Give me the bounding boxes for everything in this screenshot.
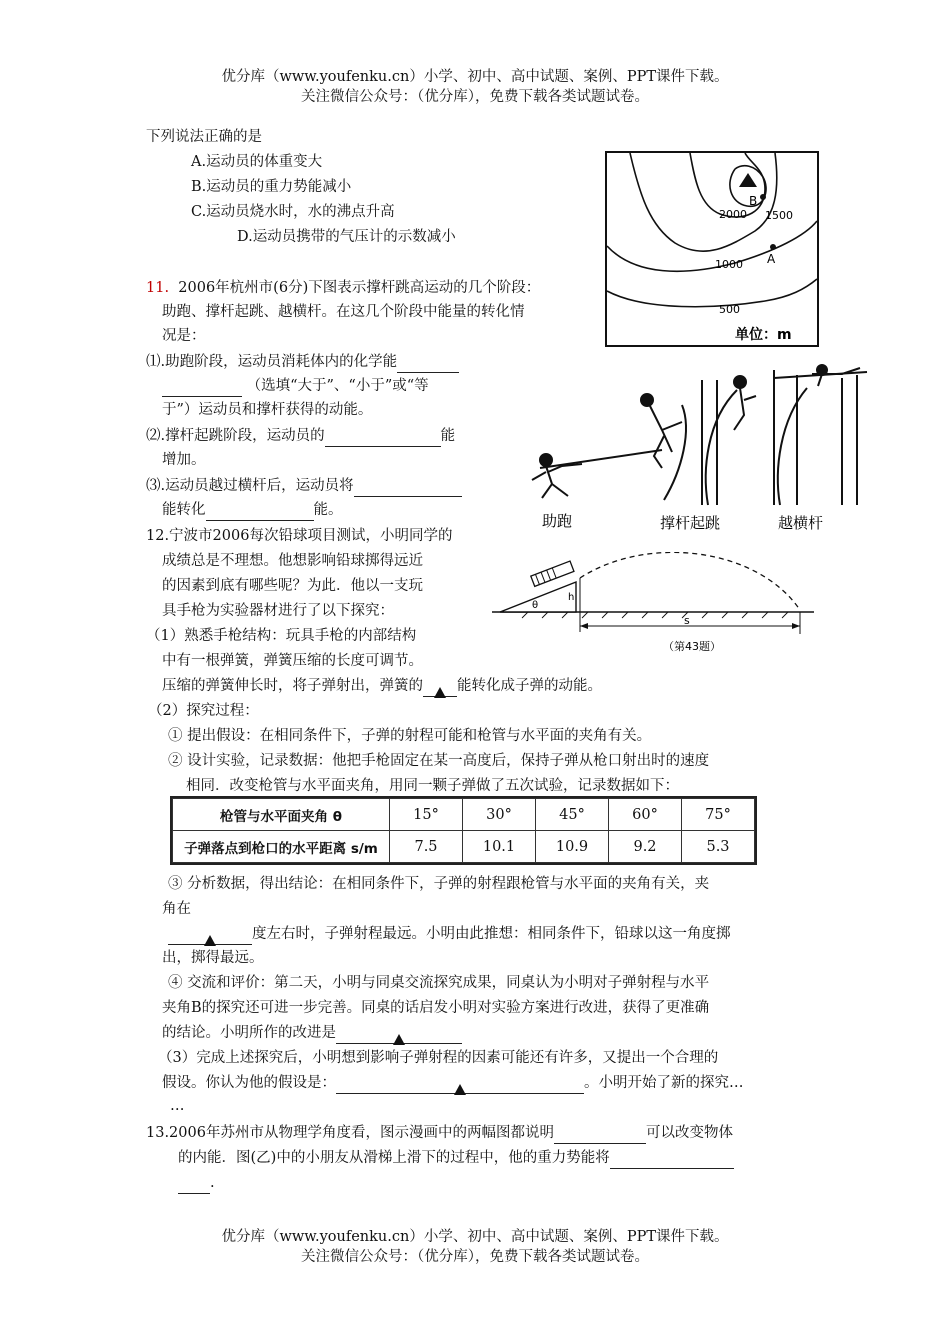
map-label-2000: 2000 xyxy=(719,208,747,221)
q12-line-13: 角在 xyxy=(162,901,191,917)
map-label-1500: 1500 xyxy=(765,209,793,222)
q12-line-4: 具手枪为实验器材进行了以下探究： xyxy=(162,603,394,619)
q11-blank-1[interactable] xyxy=(397,357,459,373)
q12-line-8: （2）探究过程： xyxy=(148,703,259,719)
q12-blank-angle[interactable] xyxy=(168,929,252,945)
label-clear-bar: 越横杆 xyxy=(778,514,824,532)
q11-stem-line-3: 况是： xyxy=(162,328,206,344)
q12-line-20: 假设。你认为他的假设是： 。小明开始了新的探究… xyxy=(162,1072,744,1094)
q13-line-1: 13.2006年苏州市从物理学角度看，图示漫画中的两幅图都说明 可以改变物体 xyxy=(146,1122,733,1144)
map-label-1000: 1000 xyxy=(715,258,743,271)
q13-line-3: . xyxy=(178,1172,215,1194)
takeoff-vaulter-icon xyxy=(641,394,686,500)
table-cell: 60° xyxy=(609,799,682,831)
q13-blank-2[interactable] xyxy=(610,1153,734,1169)
q11-part1-line2: （选填“大于”、“小于”或“等 xyxy=(162,375,429,397)
triangle-icon xyxy=(204,935,216,946)
data-table xyxy=(172,798,755,863)
toy-gun-icon xyxy=(531,561,574,586)
q10-option-b: B.运动员的重力势能减小 xyxy=(191,179,352,195)
q12-line-6: 中有一根弹簧，弹簧压缩的长度可调节。 xyxy=(162,653,423,669)
q11-stem-line-2: 助跑、撑杆起跳、越横杆。在这几个阶段中能量的转化情 xyxy=(162,304,525,320)
q12-line-11: 相同．改变枪管与水平面夹角，用同一颗子弹做了五次试验，记录数据如下： xyxy=(186,778,679,794)
q10-option-c: C.运动员烧水时，水的沸点升高 xyxy=(191,204,395,220)
q12-line-7: 压缩的弹簧伸长时，将子弹射出，弹簧的 能转化成子弹的动能。 xyxy=(162,675,602,697)
q12-line-17: 夹角B的探究还可进一步完善。同桌的话启发小明对实验方案进行改进，获得了更准确 xyxy=(162,1000,710,1016)
q12-blank-hypothesis[interactable] xyxy=(336,1078,584,1094)
q11-stem-1: 2006年杭州市(6分)下图表示撑杆跳高运动的几个阶段： xyxy=(178,280,541,296)
table-row xyxy=(173,831,755,863)
q12-line-9: ① 提出假设：在相同条件下，子弹的射程可能和枪管与水平面的夹角有关。 xyxy=(168,728,652,744)
q10-stem: 下列说法正确的是 xyxy=(146,129,262,145)
table-cell: 7.5 xyxy=(390,831,463,863)
gun-label-theta: θ xyxy=(532,600,539,611)
q12-line-2: 成绩总是不理想。他想影响铅球掷得远近 xyxy=(162,553,423,569)
q12-blank-energy[interactable] xyxy=(423,681,457,697)
gun-figure-caption: （第43题） xyxy=(663,640,721,653)
q11-blank-4[interactable] xyxy=(206,505,314,521)
gun-label-h: h xyxy=(568,592,575,603)
table-cell: 45° xyxy=(536,799,609,831)
contour-map-figure xyxy=(605,151,819,347)
q13-blank-2b[interactable] xyxy=(178,1178,210,1194)
q13-line-2: 的内能．图(乙)中的小朋友从滑梯上滑下的过程中，他的重力势能将 xyxy=(178,1147,734,1169)
q12-line-5: （1）熟悉手枪结构：玩具手枪的内部结构 xyxy=(146,628,417,644)
map-label-b: B xyxy=(749,194,758,208)
q12-line-10: ② 设计实验，记录数据：他把手枪固定在某一高度后，保持子弹从枪口射出时的速度 xyxy=(168,753,710,769)
q11-stem-line-1 xyxy=(146,277,540,299)
header-line-2: 关注微信公众号：（优分库），免费下载各类试题试卷。 xyxy=(301,89,649,105)
q12-line-21: … xyxy=(170,1098,185,1114)
footer-line-2: 关注微信公众号：（优分库），免费下载各类试题试卷。 xyxy=(301,1249,649,1265)
q11-blank-3[interactable] xyxy=(354,481,462,497)
table-header-distance: 子弹落点到枪口的水平距离 s/m xyxy=(173,831,390,863)
gun-trajectory-figure xyxy=(488,552,818,660)
q12-line-15: 出，掷得最远。 xyxy=(162,950,264,966)
q11-part1-line3: 于”）运动员和撑杆获得的动能。 xyxy=(162,402,373,418)
q11-part1-line1: ⑴.助跑阶段，运动员消耗体内的化学能 xyxy=(146,351,459,373)
table-cell: 15° xyxy=(390,799,463,831)
q12-blank-improvement[interactable] xyxy=(336,1028,462,1044)
header-line-1: 优分库（www.youfenku.cn）小学、初中、高中试题、案例、PPT课件下载。 xyxy=(221,69,729,85)
q12-line-18: 的结论。小明所作的改进是 xyxy=(162,1022,462,1044)
triangle-icon xyxy=(434,687,446,698)
q13-blank-1[interactable] xyxy=(554,1128,646,1144)
q11-part2-line2: 增加。 xyxy=(162,452,206,468)
q11-blank-2[interactable] xyxy=(325,431,441,447)
q11-part2-line1: ⑵.撑杆起跳阶段，运动员的 能 xyxy=(146,425,455,447)
footer-line-1: 优分库（www.youfenku.cn）小学、初中、高中试题、案例、PPT课件下载。 xyxy=(221,1229,729,1245)
table-cell: 30° xyxy=(463,799,536,831)
pole-vault-figure xyxy=(512,360,872,538)
bar-clearance-icon xyxy=(774,365,867,505)
label-run: 助跑 xyxy=(542,512,573,530)
q12-line-14: 度左右时，子弹射程最远。小明由此推想：相同条件下，铅球以这一角度掷 xyxy=(168,923,731,945)
q11-part3-line2: 能转化 能。 xyxy=(162,499,343,521)
label-takeoff: 撑杆起跳 xyxy=(660,514,721,532)
q12-line-3: 的因素到底有哪些呢？为此．他以一支玩 xyxy=(162,578,423,594)
triangle-icon xyxy=(393,1034,405,1045)
table-header-angle: 枪管与水平面夹角 θ xyxy=(173,799,390,831)
runner-icon xyxy=(532,450,662,498)
q10-option-d: D.运动员携带的气压计的示数减小 xyxy=(237,229,456,245)
table-row xyxy=(173,799,755,831)
table-cell: 75° xyxy=(682,799,755,831)
table-cell: 9.2 xyxy=(609,831,682,863)
q12-line-1: 12.宁波市2006每次铅球项目测试，小明同学的 xyxy=(146,528,453,544)
q11-blank-1b[interactable] xyxy=(162,381,242,397)
takeoff-posts xyxy=(702,376,756,505)
table-cell: 10.1 xyxy=(463,831,536,863)
triangle-icon xyxy=(454,1084,466,1095)
map-label-500: 500 xyxy=(719,303,740,316)
q12-line-19: （3）完成上述探究后，小明想到影响子弹射程的因素可能还有许多，又提出一个合理的 xyxy=(158,1050,719,1066)
map-unit: 单位：m xyxy=(735,327,792,343)
q12-line-16: ④ 交流和评价：第二天，小明与同桌交流探究成果，同桌认为小明对子弹射程与水平 xyxy=(168,975,710,991)
map-label-a: A xyxy=(767,252,776,266)
table-cell: 10.9 xyxy=(536,831,609,863)
table-cell: 5.3 xyxy=(682,831,755,863)
q11-part3-line1: ⑶.运动员越过横杆后，运动员将 xyxy=(146,475,462,497)
gun-label-s: s xyxy=(684,614,690,627)
q11-number: 11. xyxy=(146,280,170,296)
q12-line-12: ③ 分析数据，得出结论：在相同条件下，子弹的射程跟枪管与水平面的夹角有关，夹 xyxy=(168,876,710,892)
q10-option-a: A.运动员的体重变大 xyxy=(191,154,323,170)
